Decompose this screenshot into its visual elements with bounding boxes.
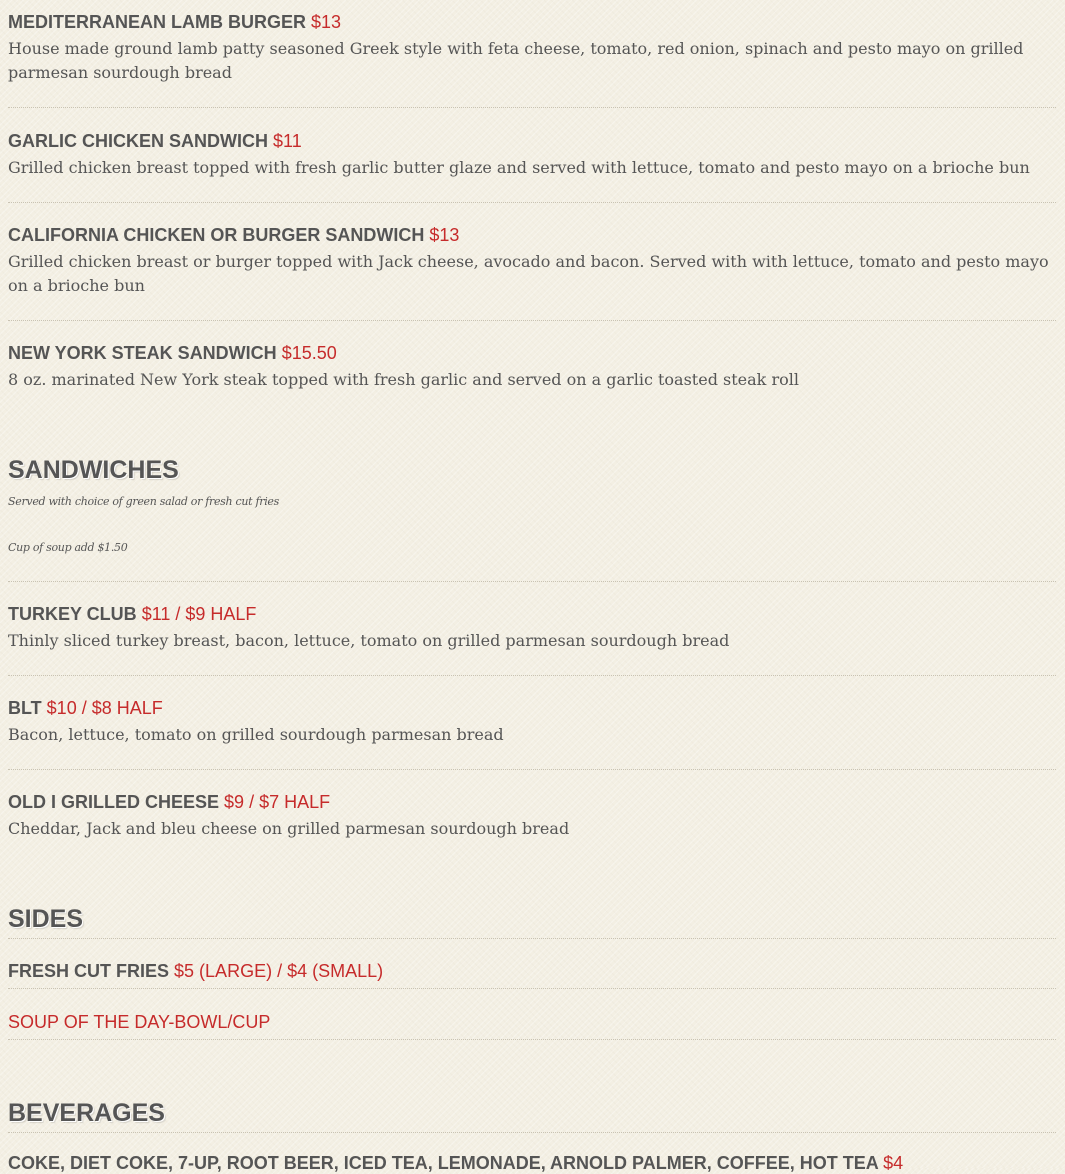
divider [8, 1132, 1056, 1133]
menu-item-name: BLT [8, 698, 42, 718]
menu-item-title [8, 603, 256, 625]
menu-item-price: $15.50 [281, 343, 337, 363]
section-heading-sides: SIDES [8, 905, 84, 933]
section-heading-sandwiches: SANDWICHES [8, 456, 179, 484]
menu-item-name: GARLIC CHICKEN SANDWICH [8, 131, 268, 151]
menu-item-title [8, 960, 383, 982]
menu-item-name: MEDITERRANEAN LAMB BURGER [8, 12, 306, 32]
section-note: Served with choice of green salad or fresh cut fries [8, 495, 279, 508]
divider [8, 1039, 1056, 1040]
menu-item-description: Bacon, lettuce, tomato on grilled sourdough parmesan bread [8, 725, 504, 744]
divider [8, 988, 1056, 989]
divider [8, 107, 1056, 108]
divider [8, 938, 1056, 939]
section-note: Cup of soup add $1.50 [8, 541, 128, 554]
divider [8, 581, 1056, 582]
menu-item-name: FRESH CUT FRIES [8, 961, 170, 981]
menu-item-price: $13 [311, 12, 342, 32]
menu-item-price: $11 [273, 131, 302, 151]
menu-item-description: House made ground lamb patty seasoned Greek style with feta cheese, tomato, red onion, spinach and pesto mayo on grilled parmesan sourdough bread [8, 39, 1024, 82]
menu-item-price: $10 / $8 HALF [46, 698, 163, 718]
menu-item-title [8, 791, 330, 813]
divider [8, 675, 1056, 676]
menu-item-name: OLD I GRILLED CHEESE [8, 792, 220, 812]
menu-item-price: $5 (LARGE) / $4 (SMALL) [174, 961, 384, 981]
menu-item-title [8, 1011, 270, 1033]
menu-item-description: Grilled chicken breast topped with fresh garlic butter glaze and served with lettuce, tomato and pesto mayo on a brioche bun [8, 158, 1030, 177]
menu-item-description: Cheddar, Jack and bleu cheese on grilled parmesan sourdough bread [8, 819, 570, 838]
menu-item-title [8, 130, 302, 152]
menu-item-price: $13 [429, 225, 460, 245]
divider [8, 320, 1056, 321]
section-heading-beverages: BEVERAGES [8, 1099, 165, 1127]
menu-item-description: 8 oz. marinated New York steak topped with fresh garlic and served on a garlic toasted steak roll [8, 370, 799, 389]
menu-item-name: SOUP OF THE DAY-BOWL/CUP [8, 1012, 271, 1032]
menu-item-name: COKE, DIET COKE, 7-UP, ROOT BEER, ICED TEA, LEMONADE, ARNOLD PALMER, COFFEE, HOT TEA [8, 1153, 879, 1173]
menu-item-name: NEW YORK STEAK SANDWICH [8, 343, 277, 363]
menu-item-price: $11 / $9 HALF [141, 604, 257, 624]
divider [8, 202, 1056, 203]
menu-item-title [8, 697, 163, 719]
menu-item-title [8, 11, 341, 33]
menu-item-title [8, 342, 337, 364]
menu-item-price: $4 [883, 1153, 904, 1173]
menu-item-description: Grilled chicken breast or burger topped with Jack cheese, avocado and bacon. Served with with lettuce, tomato and pesto mayo on a brioche bun [8, 252, 1049, 295]
menu-item-title [8, 1152, 903, 1174]
menu-item-name: CALIFORNIA CHICKEN OR BURGER SANDWICH [8, 225, 425, 245]
divider [8, 769, 1056, 770]
menu-item-title [8, 224, 459, 246]
menu-item-name: TURKEY CLUB [8, 604, 137, 624]
menu-item-description: Thinly sliced turkey breast, bacon, lettuce, tomato on grilled parmesan sourdough bread [8, 631, 730, 650]
menu-item-price: $9 / $7 HALF [224, 792, 331, 812]
